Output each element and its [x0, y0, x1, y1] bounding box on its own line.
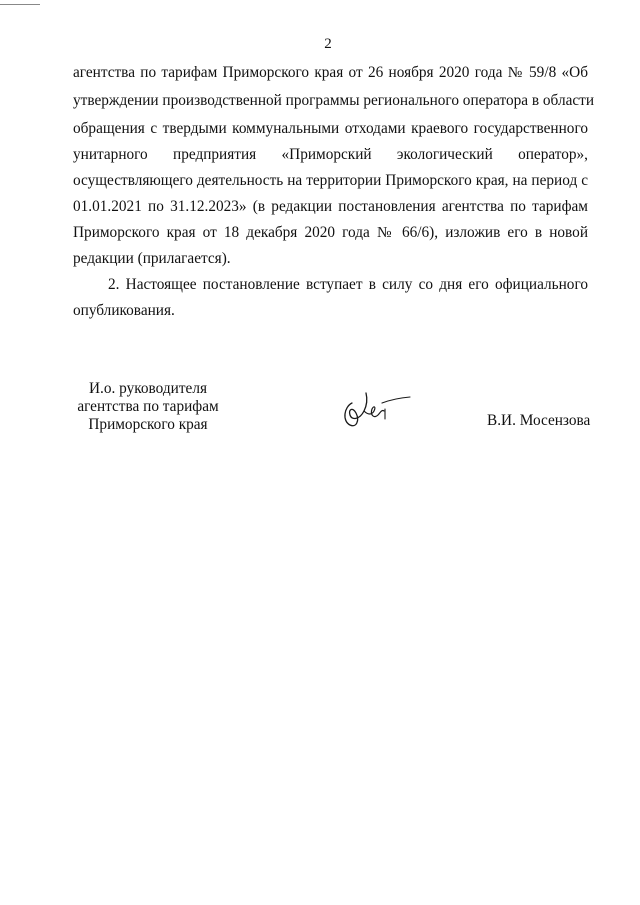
signer-name: В.И. Мосензова: [487, 412, 591, 429]
body-line-1: агентства по тарифам Приморского края от 26 ноября 2020 года № 59/8 «Об: [73, 64, 588, 81]
body-line-2: утверждении производственной программы регионального оператора в области: [73, 92, 595, 109]
page-number: 2: [324, 36, 332, 52]
position-line-2: агентства по тарифам: [77, 398, 219, 415]
position-line-3: Приморского края: [88, 416, 208, 433]
body-line-7: Приморского края от 18 декабря 2020 года № 66/6), изложив его в новой: [73, 224, 588, 241]
handwritten-signature: [338, 385, 418, 433]
body-line-3: обращения с твердыми коммунальными отходами краевого государственного: [73, 120, 588, 137]
body-line-4: унитарного предприятия «Приморский экологический оператор»,: [73, 146, 588, 163]
body-line-5: осуществляющего деятельность на территории Приморского края, на период с: [73, 172, 588, 189]
body-line-8: редакции (прилагается).: [73, 250, 231, 267]
body-line-10: опубликования.: [73, 302, 175, 319]
position-line-1: И.о. руководителя: [88, 380, 207, 397]
body-line-6: 01.01.2021 по 31.12.2023» (в редакции постановления агентства по тарифам: [73, 198, 588, 215]
signatory-position: [58, 380, 238, 434]
scan-edge-mark: [0, 4, 40, 5]
body-line-9: 2. Настоящее постановление вступает в силу со дня его официального: [108, 276, 588, 293]
